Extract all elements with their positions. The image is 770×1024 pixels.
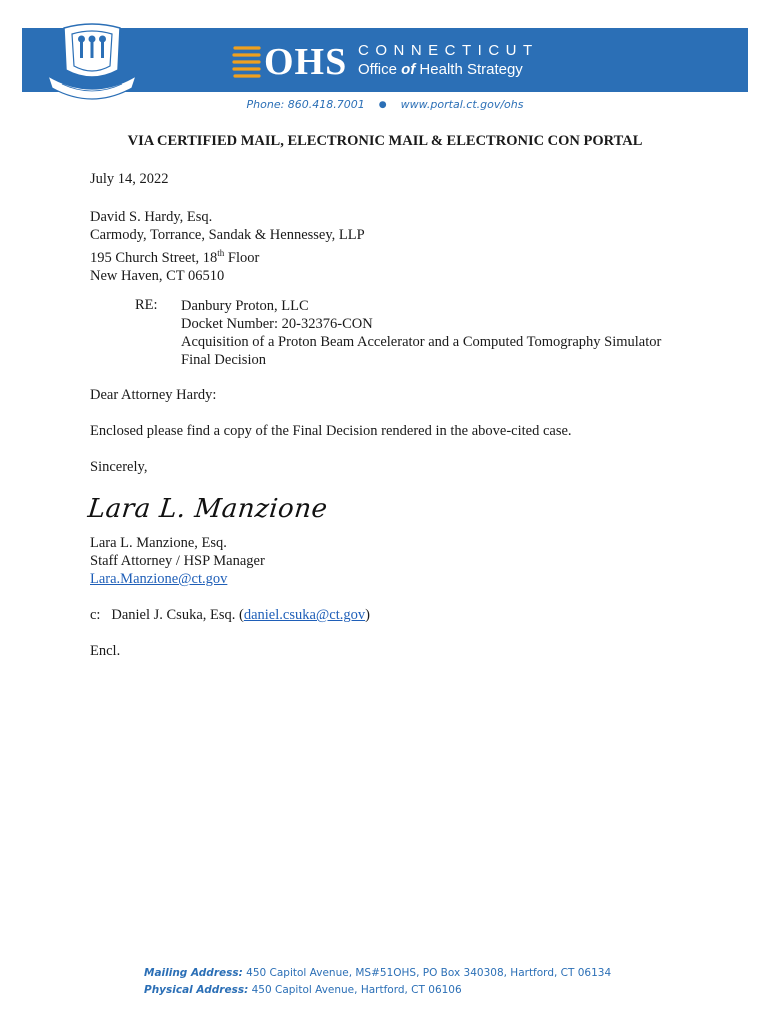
ohs-logo <box>232 40 347 84</box>
cc-name: Daniel J. Csuka, Esq. ( <box>111 607 244 623</box>
signer-name: Lara L. Manzione, Esq. <box>90 535 227 551</box>
sunburst-icon <box>232 40 262 84</box>
enclosure-note: Encl. <box>90 643 121 659</box>
recipient-street: 195 Church Street, 18th Floor <box>90 248 260 266</box>
cc-line: c: Daniel J. Csuka, Esq. (daniel.csuka@ct.gov) <box>90 607 370 623</box>
re-block <box>181 297 661 369</box>
ct-state-seal-icon <box>44 22 140 104</box>
signer-block <box>90 534 265 588</box>
website-link[interactable]: www.portal.ct.gov/ohs <box>400 98 524 111</box>
mailing-address: Mailing Address: 450 Capitol Avenue, MS#51OHS, PO Box 340308, Hartford, CT 06134 <box>144 967 612 979</box>
contact-line <box>0 98 770 111</box>
cc-email-link[interactable]: daniel.csuka@ct.gov <box>243 607 366 623</box>
letter-body: Enclosed please find a copy of the Final Decision rendered in the above-cited case. <box>90 423 572 439</box>
re-line: Docket Number: 20-32376-CON <box>181 316 373 332</box>
ohs-wordmark: OHS <box>264 41 348 83</box>
signer-title: Staff Attorney / HSP Manager <box>90 553 265 569</box>
signer-email-link[interactable]: Lara.Manzione@ct.gov <box>90 571 228 587</box>
org-state: CONNECTICUT <box>358 42 539 59</box>
cc-label: c: <box>90 607 101 623</box>
recipient-name: David S. Hardy, Esq. <box>90 209 213 225</box>
recipient-firm: Carmody, Torrance, Sandak & Hennessey, LLP <box>90 227 365 243</box>
delivery-method: VIA CERTIFIED MAIL, ELECTRONIC MAIL & ELECTRONIC CON PORTAL <box>127 133 643 149</box>
separator-dot: ● <box>378 100 387 110</box>
recipient-address <box>90 208 365 285</box>
physical-address: Physical Address: 450 Capitol Avenue, Hartford, CT 06106 <box>144 984 462 996</box>
org-name-block <box>358 42 539 80</box>
recipient-city: New Haven, CT 06510 <box>90 267 225 284</box>
re-line: Acquisition of a Proton Beam Accelerator and a Computed Tomography Simulator <box>181 334 662 350</box>
re-label: RE: <box>135 297 158 313</box>
org-office-name: Office of Health Strategy <box>358 61 523 78</box>
phone-number: Phone: 860.418.7001 <box>246 98 365 111</box>
re-line: Danbury Proton, LLC <box>181 298 309 314</box>
re-line: Final Decision <box>181 352 266 368</box>
footer-addresses <box>144 965 611 999</box>
letter-date: July 14, 2022 <box>90 171 169 187</box>
closing: Sincerely, <box>90 459 148 475</box>
salutation: Dear Attorney Hardy: <box>90 387 217 403</box>
handwritten-signature: Lara L. Manzione <box>86 494 330 524</box>
